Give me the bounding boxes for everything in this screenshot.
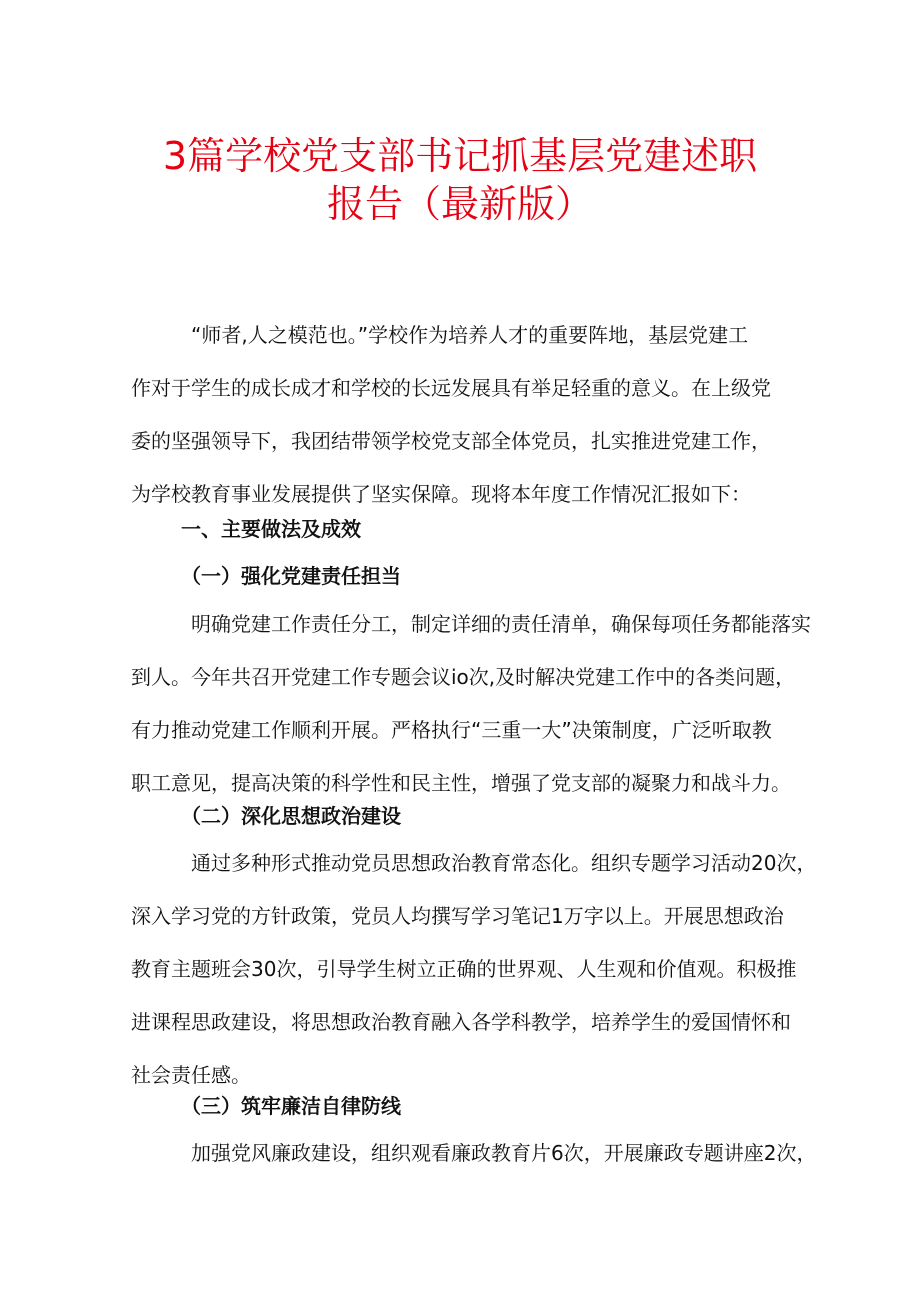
section-heading-1: 一、主要做法及成效 bbox=[181, 517, 361, 541]
paragraph-line: 有力推动党建工作顺利开展。严格执行“三重一大”决策制度，广泛听取教 bbox=[131, 718, 772, 742]
paragraph-line: 教育主题班会30次，引导学生树立正确的世界观、人生观和价值观。积极推 bbox=[131, 957, 797, 981]
paragraph-line: 委的坚强领导下，我团结带领学校党支部全体党员，扎实推进党建工作， bbox=[131, 429, 771, 453]
document-title-line-1: 3篇学校党支部书记抓基层党建述职 bbox=[162, 134, 758, 178]
paragraph-line: 社会责任感。 bbox=[131, 1063, 251, 1087]
paragraph-line: 到人。今年共召开党建工作专题会议io次,及时解决党建工作中的各类问题， bbox=[131, 665, 796, 689]
document-title-line-2: 报告（最新版） bbox=[326, 182, 593, 226]
paragraph-line: 加强党风廉政建设，组织观看廉政教育片6次，开展廉政专题讲座2次， bbox=[191, 1141, 817, 1165]
subsection-1-paragraph bbox=[131, 598, 811, 810]
subsection-3-paragraph bbox=[131, 1127, 817, 1180]
paragraph-line: 通过多种形式推动党员思想政治教育常态化。组织专题学习活动20次， bbox=[191, 851, 817, 875]
paragraph-line: “师者,人之模范也。”学校作为培养人才的重要阵地，基层党建工 bbox=[191, 323, 749, 347]
subsection-heading-1: （一）强化党建责任担当 bbox=[181, 564, 401, 588]
subsection-heading-2: （二）深化思想政治建设 bbox=[181, 804, 401, 828]
paragraph-line: 职工意见，提高决策的科学性和民主性，增强了党支部的凝聚力和战斗力。 bbox=[131, 771, 791, 795]
paragraph-line: 作对于学生的成长成才和学校的长远发展具有举足轻重的意义。在上级党 bbox=[131, 376, 771, 400]
subsection-heading-3: （三）筑牢廉洁自律防线 bbox=[181, 1094, 401, 1118]
paragraph-line: 明确党建工作责任分工，制定详细的责任清单，确保每项任务都能落实 bbox=[191, 612, 811, 636]
paragraph-line: 为学校教育事业发展提供了坚实保障。现将本年度工作情况汇报如下： bbox=[131, 482, 751, 506]
subsection-2-paragraph bbox=[131, 837, 817, 1102]
paragraph-line: 深入学习党的方针政策，党员人均撰写学习笔记1万字以上。开展思想政治 bbox=[131, 904, 784, 928]
paragraph-line: 进课程思政建设，将思想政治教育融入各学科教学，培养学生的爱国情怀和 bbox=[131, 1010, 791, 1034]
intro-paragraph bbox=[131, 309, 811, 521]
